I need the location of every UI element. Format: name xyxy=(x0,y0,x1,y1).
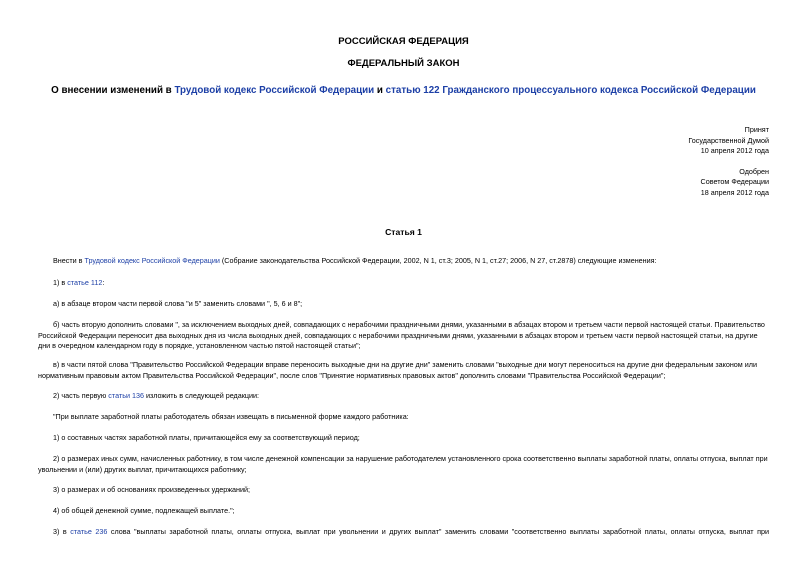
civil-procedure-article-link[interactable]: статью 122 Гражданского процессуального кодекса Российской Федерации xyxy=(385,85,756,96)
item-1 xyxy=(38,278,769,289)
accepted-label: Принят xyxy=(744,125,769,134)
title-middle: и xyxy=(374,85,386,96)
item-3-pre: 3) в xyxy=(53,527,71,536)
quote-item-3: 3) о размерах и об основаниях произведенных удержаний; xyxy=(53,485,251,494)
article-heading: Статья 1 xyxy=(385,227,422,237)
intro-post: (Собрание законодательства Российской Федерации, 2002, N 1, ст.3; 2005, N 1, ст.27; 2006, N 27, ст.2878) следующие изменения: xyxy=(219,256,657,265)
approved-by: Советом Федерации xyxy=(700,177,769,186)
law-title xyxy=(0,85,807,96)
item-2-pre: 2) часть первую xyxy=(53,391,109,400)
subitem-b: б) часть вторую дополнить словами ", за исключением выходных дней, совпадающих с нерабочими праздничными днями, указанными в абзацах втором и третьем части первой настоящей статьи. Правительство Российской Федерации переносит два выходных дня из числа выходных дней, совпадающих с нерабочими праздничными днями, указанными в абзацах втором и третьем части первой настоящей статьи, на другие дни в очередном календарном году в порядке, установленном частью пятой настоящей статьи"; xyxy=(38,320,765,350)
item-2-post: изложить в следующей редакции: xyxy=(143,391,260,400)
intro-paragraph xyxy=(38,256,769,267)
subitem-v: в) в части пятой слова "Правительство Российской Федерации вправе переносить выходные дни на другие дни" заменить словами "выходные дни могут переноситься на другие дни федеральным законом или нормативным правовым актом Правительства Российской Федерации", после слов "Принятие нормативных правовых актов" дополнить словами "Правительства Российской Федерации"; xyxy=(38,360,757,380)
adoption-block xyxy=(688,125,769,198)
accepted-by: Государственной Думой xyxy=(688,135,769,145)
quote-item-2: 2) о размерах иных сумм, начисленных работнику, в том числе денежной компенсации за нарушение работодателем установленного срока соответственно выплаты заработной платы, оплаты отпуска, выплат при увольнении и (или) других выплат, причитающихся работнику; xyxy=(38,454,768,474)
item-2 xyxy=(38,391,769,402)
accepted-date: 10 апреля 2012 года xyxy=(700,146,769,155)
intro-labor-code-link[interactable]: Трудовой кодекс Российской Федерации xyxy=(84,256,220,265)
intro-pre: Внести в xyxy=(53,256,85,265)
article-112-link[interactable]: статье 112 xyxy=(67,278,103,287)
article-236-link[interactable]: статье 236 xyxy=(70,527,108,536)
item-3-post: слова "выплаты заработной платы, оплаты отпуска, выплат при увольнении и других выплат" заменить словами "соответственно выплаты заработной платы, оплаты отпуска, выплат при xyxy=(107,527,769,536)
quote-item-1: 1) о составных частях заработной платы, причитающейся ему за соответствующий период; xyxy=(53,433,360,442)
title-prefix: О внесении изменений в xyxy=(51,85,175,96)
labor-code-link[interactable]: Трудовой кодекс Российской Федерации xyxy=(174,85,375,96)
item-1-pre: 1) в xyxy=(53,278,68,287)
quote-item-4: 4) об общей денежной сумме, подлежащей выплате."; xyxy=(53,506,235,515)
approved-date: 18 апреля 2012 года xyxy=(700,187,769,197)
article-136-link[interactable]: статьи 136 xyxy=(108,391,144,400)
country-heading: РОССИЙСКАЯ ФЕДЕРАЦИЯ xyxy=(338,36,469,47)
quote-intro: "При выплате заработной платы работодатель обязан извещать в письменной форме каждого работника: xyxy=(53,412,409,421)
approved-label: Одобрен xyxy=(739,166,769,176)
item-1-post: : xyxy=(102,278,105,287)
law-type-heading: ФЕДЕРАЛЬНЫЙ ЗАКОН xyxy=(347,58,460,69)
subitem-a: а) в абзаце втором части первой слова "и 5" заменить словами ", 5, 6 и 8"; xyxy=(53,299,303,308)
item-3 xyxy=(38,527,769,538)
